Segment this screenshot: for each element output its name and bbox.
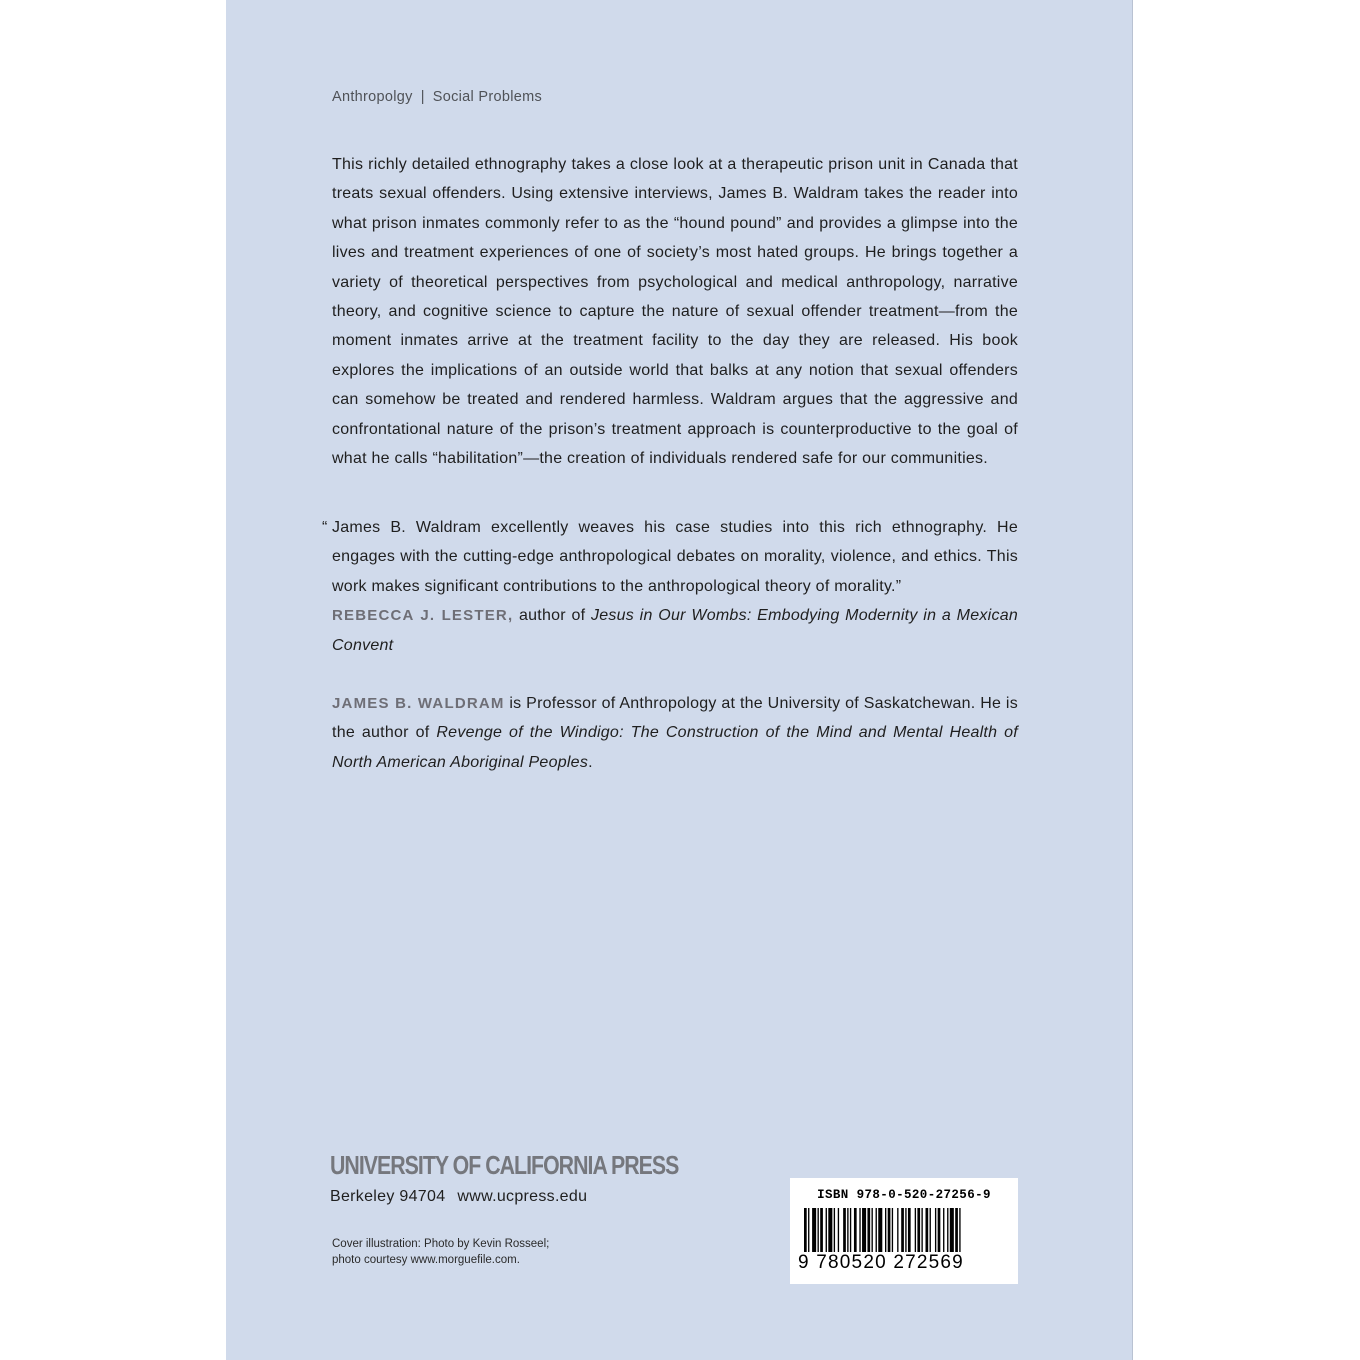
barcode-digits-text: 9 780520 272569 xyxy=(798,1252,964,1273)
blurb-quote: James B. Waldram excellently weaves his case studies into this rich ethnography. He engages with the cutting-edge anthropological debates on morality, violence, and ethics. This work makes significant contributions to the anthropological theory of morality.” xyxy=(332,519,1018,595)
cover-credit-line-2: photo courtesy www.morguefile.com. xyxy=(332,1254,520,1266)
cover-credit-line-1: Cover illustration: Photo by Kevin Rosseel; xyxy=(332,1238,550,1250)
book-description: This richly detailed ethnography takes a close look at a therapeutic prison unit in Canada that treats sexual offenders. Using extensive interviews, James B. Waldram takes the reader into what prison inmates commonly refer to as the “hound pound” and provides a glimpse into the lives and treatment experiences of one of society’s most hated groups. He brings together a variety of theoretical perspectives from psychological and medical anthropology, narrative theory, and cognitive science to capture the nature of sexual offender treatment—from the moment inmates arrive at the treatment facility to the day they are released. His book explores the implications of an outside world that balks at any notion that sexual offenders can somehow be treated and rendered harmless. Waldram argues that the aggressive and confrontational nature of the prison’s treatment approach is counterproductive to the goal of what he calls “habilitation”—the creation of individuals rendered safe for our communities. xyxy=(332,156,1018,468)
author-bio-text-2: . xyxy=(588,753,593,771)
category-primary: Anthropolgy xyxy=(332,89,413,105)
author-bio xyxy=(332,689,1018,777)
blurb-attribution-text: author of xyxy=(513,607,591,625)
author-bio-book: Revenge of the Windigo: The Construction of the Mind and Mental Health of North American Aboriginal Peoples xyxy=(332,724,1018,771)
publisher-website: www.ucpress.edu xyxy=(457,1188,588,1205)
blurb-open-quote: “ xyxy=(322,519,328,536)
publisher-address xyxy=(330,1188,587,1206)
author-bio-text-1: is Professor of Anthropology at the University of Saskatchewan. He is the author of xyxy=(332,695,1018,742)
endorsement-blurb xyxy=(322,513,1019,660)
category-secondary: Social Problems xyxy=(432,89,543,105)
barcode-box xyxy=(790,1178,1018,1284)
publisher-name: UNIVERSITY OF CALIFORNIA PRESS xyxy=(330,1150,679,1180)
back-cover xyxy=(226,0,1133,1360)
barcode-digits xyxy=(798,1252,964,1274)
author-name: JAMES B. WALDRAM xyxy=(332,695,505,712)
cover-credit xyxy=(332,1236,549,1268)
category-separator: | xyxy=(420,89,425,105)
publisher-city: Berkeley 94704 xyxy=(330,1188,446,1205)
isbn-label: ISBN 978-0-520-27256-9 xyxy=(817,1188,991,1202)
blurb-attribution-name: REBECCA J. LESTER, xyxy=(332,607,514,625)
blurb-attribution-book: Jesus in Our Wombs: Embodying Modernity in a Mexican Convent xyxy=(332,607,1019,654)
category-label xyxy=(332,89,542,105)
